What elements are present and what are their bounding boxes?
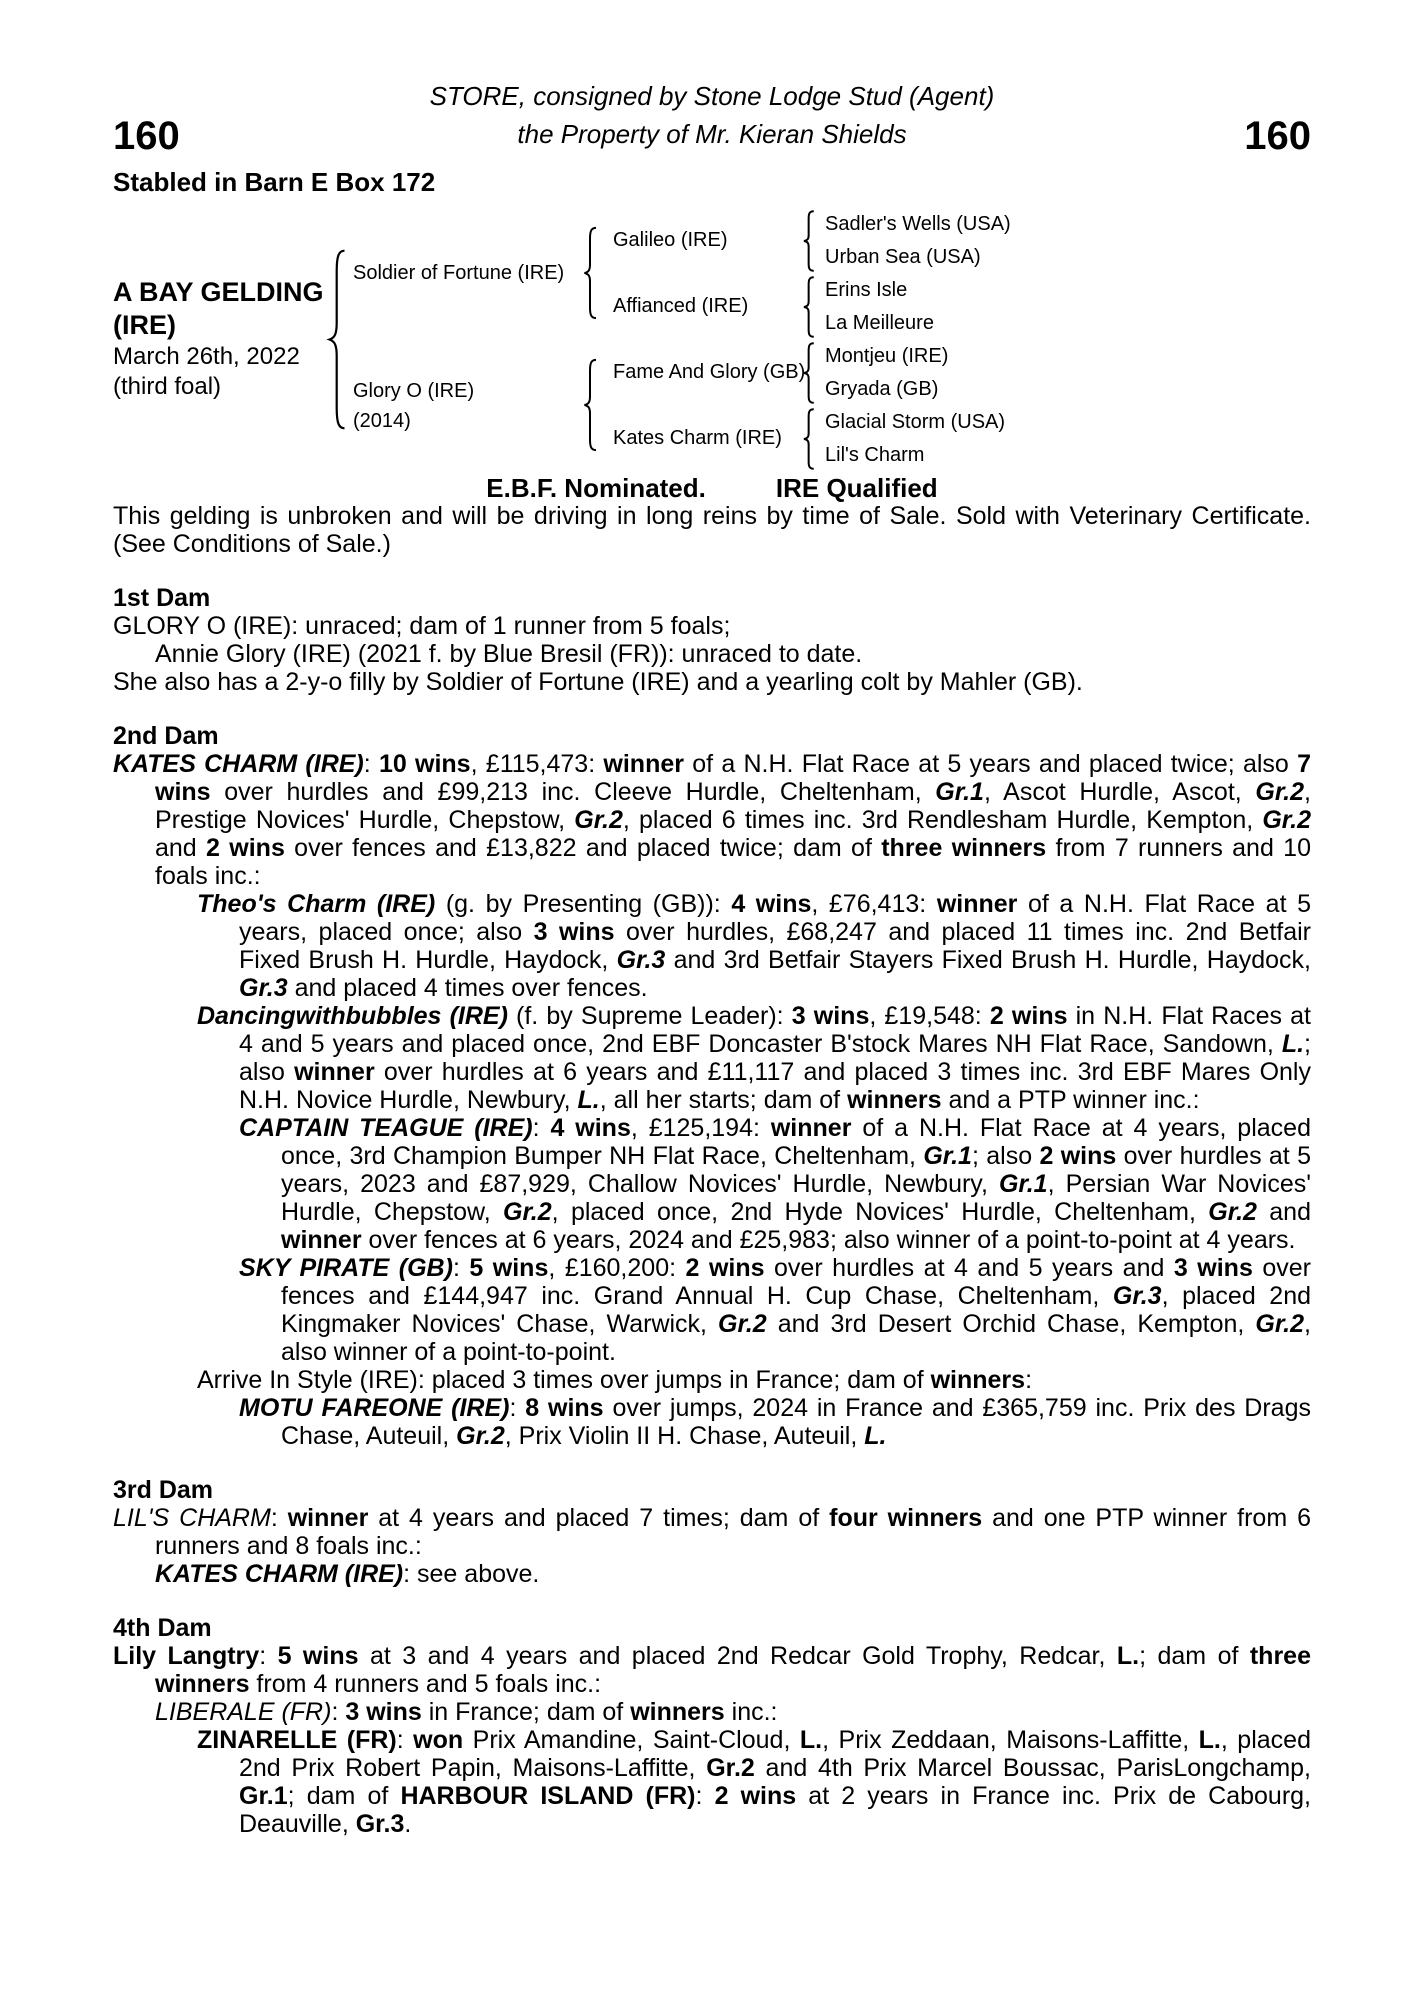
text-run: 7 wins xyxy=(155,750,1311,806)
text-run: , £115,473: xyxy=(470,750,604,778)
text-run: Gr.2 xyxy=(706,1754,755,1782)
text-run: : xyxy=(695,1782,715,1810)
text-run: over jumps, 2024 in France and £365,759 inc. Prix des Drags Chase, Auteuil, xyxy=(281,1394,1311,1450)
text-run: over hurdles at 5 years, 2023 and £87,929, Challow Novices' Hurdle, Newbury, xyxy=(281,1142,1311,1198)
text-run: Gr.2 xyxy=(1255,1310,1305,1338)
text-run: and a PTP winner inc.: xyxy=(941,1086,1200,1114)
text-run: three winners xyxy=(881,834,1047,862)
sale-conditions-paragraph xyxy=(113,502,1311,558)
foal-note: (third foal) xyxy=(113,373,222,400)
text-run: three winners xyxy=(155,1642,1311,1698)
text-run: , £19,548: xyxy=(869,1002,990,1030)
text-run: over hurdles at 4 and 5 years and xyxy=(764,1254,1174,1282)
text-run: : xyxy=(363,750,379,778)
text-run: won xyxy=(413,1726,464,1754)
ancestor-name: Erins Isle xyxy=(825,279,908,301)
pedigree-text-paragraph xyxy=(113,750,1311,890)
text-run: in N.H. Flat Races at 4 and 5 years and placed once, 2nd EBF Doncaster B'stock Mares NH Flat Race, Sandown, xyxy=(239,1002,1312,1058)
text-run: Gr.3 xyxy=(239,974,288,1002)
text-run: 2 wins xyxy=(714,1782,797,1810)
ire-qualified-label: IRE Qualified xyxy=(775,473,938,503)
text-run: 5 wins xyxy=(469,1254,549,1282)
text-run: , £160,200: xyxy=(548,1254,686,1282)
text-run: 4 wins xyxy=(550,1114,631,1142)
pedigree-brace-icon xyxy=(801,210,818,272)
text-run: , placed 6 times inc. 3rd Rendlesham Hurdle, Kempton, xyxy=(622,806,1263,834)
text-run: over fences and £13,822 and placed twice; dam of xyxy=(284,834,882,862)
text-run: : xyxy=(509,1394,526,1422)
pedigree-brace-icon xyxy=(801,408,818,470)
text-run: winner xyxy=(281,1226,362,1254)
sire-sire-name: Galileo (IRE) xyxy=(613,229,728,251)
ancestor-name: Lil's Charm xyxy=(825,444,925,466)
dam-year: (2014) xyxy=(353,410,411,432)
text-run: ; dam of xyxy=(287,1782,401,1810)
text-run: LIBERALE (FR) xyxy=(155,1698,332,1726)
subject-name: A BAY GELDING xyxy=(113,277,324,307)
foal-date: March 26th, 2022 xyxy=(113,343,300,370)
subject-suffix: (IRE) xyxy=(113,310,176,340)
text-run: of a N.H. Flat Race at 4 years, placed once, 3rd Champion Bumper NH Flat Race, Cheltenham, xyxy=(281,1114,1311,1170)
text-run: Gr.3 xyxy=(355,1810,405,1838)
text-run: Gr.1 xyxy=(935,778,984,806)
text-run: at 4 years and placed 7 times; dam of xyxy=(368,1504,830,1532)
dam-sire-name: Fame And Glory (GB) xyxy=(613,361,806,383)
dam-block xyxy=(353,376,474,436)
text-run: KATES CHARM (IRE) xyxy=(155,1560,404,1588)
text-run: , all her starts; dam of xyxy=(599,1086,848,1114)
text-run: 2 wins xyxy=(685,1254,765,1282)
text-run: and 4th Prix Marcel Boussac, ParisLongchamp, xyxy=(754,1754,1311,1782)
text-run: , placed 2nd Prix Robert Papin, Maisons-Laffitte, xyxy=(239,1726,1311,1782)
text-run: Gr.2 xyxy=(1208,1198,1257,1226)
pedigree-brace-icon xyxy=(581,226,601,320)
sire-name: Soldier of Fortune (IRE) xyxy=(353,262,565,284)
text-run: at 3 and 4 years and placed 2nd Redcar Gold Trophy, Redcar, xyxy=(358,1642,1117,1670)
text-run: 3 wins xyxy=(533,918,615,946)
text-run: over fences at 6 years, 2024 and £25,983; also winner of a point-to-point at 4 years. xyxy=(361,1226,1296,1254)
text-run: : xyxy=(331,1698,346,1726)
text-run: , Prestige Novices' Hurdle, Chepstow, xyxy=(155,778,1311,834)
text-run: of a N.H. Flat Race at 5 years and placed twice; also xyxy=(683,750,1298,778)
text-run: L. xyxy=(864,1422,887,1450)
pedigree-text-paragraph xyxy=(113,1002,1311,1114)
text-run: 3 wins xyxy=(345,1698,422,1726)
text-run: Prix Amandine, Saint-Cloud, xyxy=(463,1726,800,1754)
text-run: Gr.1 xyxy=(923,1142,972,1170)
text-run: Theo's Charm (IRE) xyxy=(197,890,436,918)
lot-row xyxy=(113,114,1311,158)
text-run: winner xyxy=(770,1114,852,1142)
text-run: . xyxy=(404,1810,412,1838)
text-run: over hurdles at 6 years and £11,117 and placed 3 times inc. 3rd EBF Mares Only N.H. Novice Hurdle, Newbury, xyxy=(239,1058,1311,1114)
text-run: over fences and £144,947 inc. Grand Annual H. Cup Chase, Cheltenham, xyxy=(281,1254,1312,1310)
text-run: , £125,194: xyxy=(630,1114,771,1142)
text-run: 5 wins xyxy=(277,1642,359,1670)
property-line: the Property of Mr. Kieran Shields xyxy=(517,119,907,149)
pedigree-text-paragraph xyxy=(113,668,1311,696)
text-run: from 7 runners and 10 foals inc.: xyxy=(155,834,1311,890)
text-run: : xyxy=(259,1642,278,1670)
dam-section-heading: 3rd Dam xyxy=(113,1476,214,1504)
text-run: of a N.H. Flat Race at 5 years, placed once; also xyxy=(239,890,1312,946)
text-run: : xyxy=(1025,1366,1033,1394)
text-run: Arrive In Style (IRE): placed 3 times over jumps in France; dam of xyxy=(197,1366,931,1394)
text-run: HARBOUR ISLAND (FR) xyxy=(400,1782,696,1810)
text-run: : xyxy=(396,1726,414,1754)
text-run: L. xyxy=(1281,1030,1305,1058)
text-run: LIL'S CHARM xyxy=(113,1504,271,1532)
ebf-nominated-label: E.B.F. Nominated. xyxy=(486,473,706,503)
text-run: This gelding is unbroken and will be driving in long reins by time of Sale. Sold with Veterinary Certificate. (See Conditions of Sale.) xyxy=(113,502,1311,558)
ancestor-name: Sadler's Wells (USA) xyxy=(825,213,1011,235)
text-run: inc.: xyxy=(724,1698,778,1726)
text-run: : xyxy=(270,1504,288,1532)
text-run: winners xyxy=(847,1086,942,1114)
text-run: , £76,413: xyxy=(811,890,937,918)
ancestor-name: Montjeu (IRE) xyxy=(825,345,949,367)
text-run: : see above. xyxy=(403,1560,540,1588)
text-run: at 2 years in France inc. Prix de Cabourg, Deauville, xyxy=(239,1782,1312,1838)
text-run: 8 wins xyxy=(525,1394,604,1422)
pedigree-text-paragraph xyxy=(113,1642,1311,1698)
text-run: and 3rd Desert Orchid Chase, Kempton, xyxy=(766,1310,1256,1338)
text-run: : xyxy=(452,1254,470,1282)
text-run: SKY PIRATE (GB) xyxy=(239,1254,453,1282)
dam-section-heading: 1st Dam xyxy=(113,584,211,612)
consignment-line: STORE, consigned by Stone Lodge Stud (Agent) xyxy=(429,81,995,111)
pedigree-text-paragraph xyxy=(113,1394,1311,1450)
text-run: Gr.3 xyxy=(1112,1282,1162,1310)
text-run: 4 wins xyxy=(731,890,812,918)
pedigree-text-paragraph xyxy=(113,1254,1311,1366)
text-run: She also has a 2-y-o filly by Soldier of Fortune (IRE) and a yearling colt by Mahler (GB). xyxy=(113,668,1083,696)
text-run: , Prix Violin II H. Chase, Auteuil, xyxy=(504,1422,865,1450)
text-run: L. xyxy=(1116,1642,1140,1670)
text-run: and xyxy=(155,834,207,862)
pedigree-text-paragraph xyxy=(113,1726,1311,1838)
text-run: ; also xyxy=(239,1030,1311,1086)
text-run: Dancingwithbubbles (IRE) xyxy=(197,1002,508,1030)
text-run: Gr.1 xyxy=(998,1170,1048,1198)
text-run: , also winner of a point-to-point. xyxy=(281,1310,1311,1366)
text-run: ; dam of xyxy=(1139,1642,1250,1670)
pedigree-text-paragraph xyxy=(113,640,1311,668)
dam-section-heading: 4th Dam xyxy=(113,1614,212,1642)
text-run: L. xyxy=(1198,1726,1221,1754)
dam-section-heading: 2nd Dam xyxy=(113,722,219,750)
text-run: ; also xyxy=(971,1142,1040,1170)
text-run: Gr.2 xyxy=(718,1310,767,1338)
text-run: Gr.2 xyxy=(1255,778,1305,806)
lot-number-left: 160 xyxy=(113,114,180,158)
pedigree-text-paragraph xyxy=(113,612,1311,640)
text-run: winners xyxy=(930,1366,1026,1394)
text-run: CAPTAIN TEAGUE (IRE) xyxy=(239,1114,533,1142)
dam-name: Glory O (IRE) xyxy=(353,380,475,402)
stabled-location-line: Stabled in Barn E Box 172 xyxy=(113,167,436,197)
pedigree-brace-icon xyxy=(325,247,351,432)
dam-sections xyxy=(113,584,1311,1838)
text-run: and one PTP winner from 6 runners and 8 foals inc.: xyxy=(155,1504,1311,1560)
pedigree-text-paragraph xyxy=(113,1504,1311,1560)
text-run: , placed 2nd Kingmaker Novices' Chase, Warwick, xyxy=(281,1282,1312,1338)
text-run: over hurdles, £68,247 and placed 11 times inc. 2nd Betfair Fixed Brush H. Hurdle, Haydock, xyxy=(239,918,1311,974)
text-run: , placed once, 2nd Hyde Novices' Hurdle, Cheltenham, xyxy=(551,1198,1209,1226)
text-run: Gr.2 xyxy=(503,1198,552,1226)
text-run: and placed 4 times over fences. xyxy=(287,974,648,1002)
text-run: L. xyxy=(577,1086,600,1114)
ancestor-name: Urban Sea (USA) xyxy=(825,246,981,268)
text-run: , Prix Zeddaan, Maisons-Laffitte, xyxy=(822,1726,1199,1754)
pedigree-text-paragraph xyxy=(113,1560,1311,1588)
text-run: winner xyxy=(287,1504,369,1532)
lot-number-right: 160 xyxy=(1244,114,1311,158)
pedigree-table xyxy=(113,202,1311,474)
dam-dam-name: Kates Charm (IRE) xyxy=(613,427,782,449)
text-run: 3 wins xyxy=(1173,1254,1253,1282)
text-run: in France; dam of xyxy=(421,1698,631,1726)
nomination-line xyxy=(113,474,1311,502)
text-run: Annie Glory (IRE) (2021 f. by Blue Bresil (FR)): unraced to date. xyxy=(155,640,863,668)
text-run: Lily Langtry xyxy=(113,1642,260,1670)
text-run: Gr.2 xyxy=(1262,806,1311,834)
ancestor-name: Gryada (GB) xyxy=(825,378,939,400)
text-run: MOTU FAREONE (IRE) xyxy=(239,1394,510,1422)
text-run: winner xyxy=(294,1058,375,1086)
pedigree-text-paragraph xyxy=(113,1366,1311,1394)
text-run: four winners xyxy=(829,1504,983,1532)
ancestor-name: Glacial Storm (USA) xyxy=(825,411,1006,433)
text-run: winners xyxy=(630,1698,725,1726)
text-run: (f. by Supreme Leader): xyxy=(507,1002,792,1030)
pedigree-text-paragraph xyxy=(113,1114,1311,1254)
text-run: winner xyxy=(936,890,1018,918)
text-run: L. xyxy=(799,1726,823,1754)
text-run: and 3rd Betfair Stayers Fixed Brush H. Hurdle, Haydock, xyxy=(665,946,1311,974)
text-run: from 4 runners and 5 foals inc.: xyxy=(249,1670,602,1698)
text-run: Gr.2 xyxy=(574,806,623,834)
text-run: 2 wins xyxy=(1039,1142,1117,1170)
text-run: ZINARELLE (FR) xyxy=(197,1726,397,1754)
text-run: and xyxy=(1256,1198,1311,1226)
text-run: over hurdles and £99,213 inc. Cleeve Hurdle, Cheltenham, xyxy=(210,778,936,806)
pedigree-text-paragraph xyxy=(113,1698,1311,1726)
text-run: 2 wins xyxy=(206,834,285,862)
text-run: 10 wins xyxy=(378,750,471,778)
text-run: Gr.3 xyxy=(616,946,666,974)
text-run: (g. by Presenting (GB)): xyxy=(435,890,732,918)
sire-dam-name: Affianced (IRE) xyxy=(613,295,749,317)
ancestor-name: La Meilleure xyxy=(825,312,934,334)
text-run: : xyxy=(532,1114,551,1142)
text-run: Gr.2 xyxy=(456,1422,505,1450)
text-run: , Ascot Hurdle, Ascot, xyxy=(983,778,1256,806)
pedigree-brace-icon xyxy=(801,276,818,338)
pedigree-text-paragraph xyxy=(113,890,1311,1002)
text-run: Gr.1 xyxy=(239,1782,288,1810)
text-run: 2 wins xyxy=(989,1002,1068,1030)
pedigree-brace-icon xyxy=(581,358,601,452)
text-run: GLORY O (IRE): unraced; dam of 1 runner from 5 foals; xyxy=(113,612,731,640)
text-run: winner xyxy=(603,750,684,778)
text-run: KATES CHARM (IRE) xyxy=(113,750,364,778)
text-run: 3 wins xyxy=(791,1002,870,1030)
text-run: , Persian War Novices' Hurdle, Chepstow, xyxy=(281,1170,1311,1226)
subject-block xyxy=(113,276,333,402)
